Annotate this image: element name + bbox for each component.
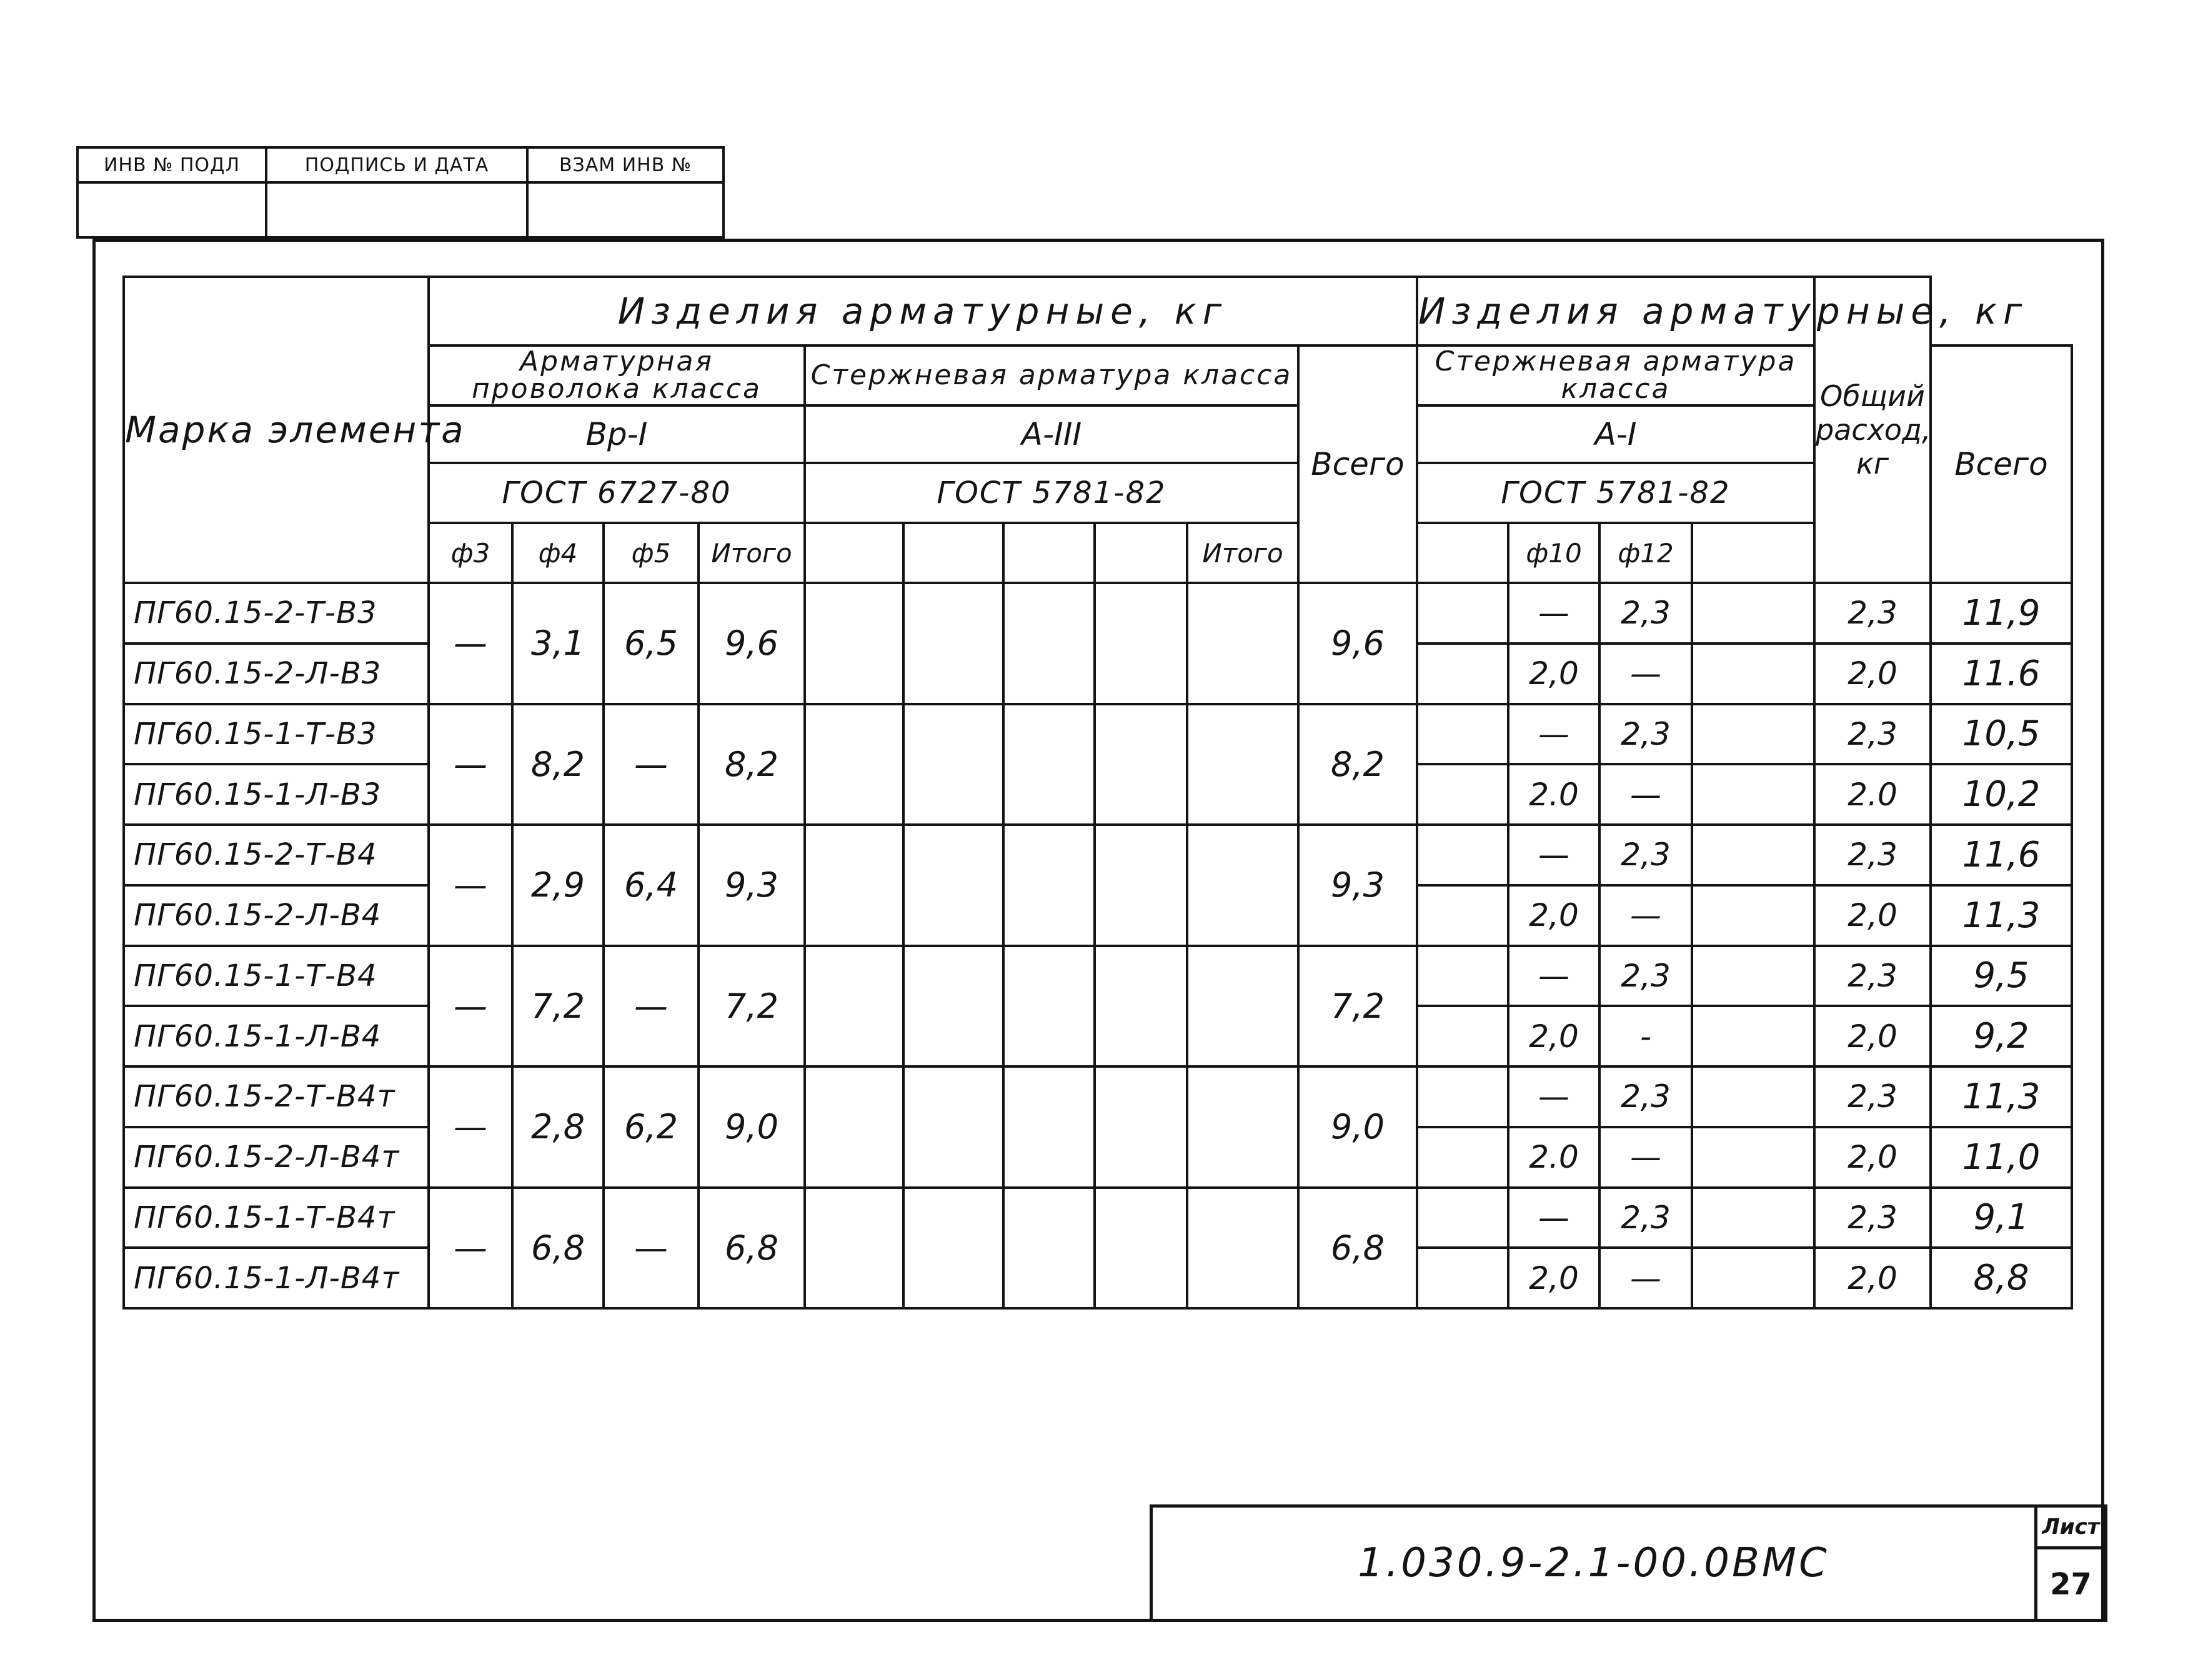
- wire-phi4: 6,8: [512, 1188, 604, 1309]
- wire-phi3: —: [429, 946, 512, 1067]
- header-total1: Всего: [1298, 345, 1417, 583]
- bar-a3-cell: [1095, 704, 1187, 825]
- bar-a1-phi12: —: [1599, 1248, 1692, 1308]
- wire-phi4: 2,9: [512, 825, 604, 946]
- wire-phi5: 6,5: [604, 583, 699, 704]
- bar-a3-cell: [1187, 704, 1298, 825]
- wire-phi4: 7,2: [512, 946, 604, 1067]
- total2: 2,0: [1814, 1127, 1931, 1188]
- header-bar-gost2: ГОСТ 5781-82: [1417, 463, 1814, 523]
- wire-total: 9,0: [699, 1066, 805, 1188]
- bar-a1-phi12: —: [1599, 885, 1692, 946]
- wire-total: 9,6: [699, 583, 805, 704]
- bar-a1-phi10: 2.0: [1508, 1127, 1599, 1188]
- bar-a1-cell: [1692, 1066, 1814, 1127]
- header-group1: Изделия арматурные, кг: [429, 277, 1417, 345]
- bar-a1-phi10: 2,0: [1508, 1248, 1599, 1308]
- stamp-value-signature-date: [266, 182, 527, 237]
- total1: 8,2: [1298, 704, 1417, 825]
- bar-a1-cell: [1417, 583, 1508, 644]
- wire-phi3: —: [429, 1066, 512, 1188]
- overall-consumption: 11,6: [1931, 825, 2072, 885]
- overall-consumption: 9,5: [1931, 946, 2072, 1007]
- bar-a3-cell: [1187, 1066, 1298, 1188]
- wire-phi5: —: [604, 1188, 699, 1309]
- wire-phi3: —: [429, 704, 512, 825]
- stamp-value-inv-podl: [77, 182, 266, 237]
- overall-consumption: 10,2: [1931, 764, 2072, 825]
- header-group2: Изделия арматурные, кг: [1417, 277, 1814, 345]
- table-row: [124, 946, 2072, 1007]
- title-block: [1150, 1504, 2107, 1622]
- header-bar-class: Стержневая арматура класса: [805, 345, 1298, 405]
- table-row: [124, 583, 2072, 644]
- header-mark: Марка элемента: [124, 277, 429, 583]
- wire-total: 7,2: [699, 946, 805, 1067]
- bar-a1-cell: [1417, 1006, 1508, 1066]
- bar-a1-cell: [1692, 1127, 1814, 1188]
- bar-a1-cell: [1692, 885, 1814, 946]
- bar-a1-cell: [1692, 1248, 1814, 1308]
- total2: 2,3: [1814, 1066, 1931, 1127]
- total2: 2,3: [1814, 583, 1931, 644]
- element-mark: ПГ60.15-2-Л-В4т: [124, 1127, 429, 1188]
- bar-a1-cell: [1417, 946, 1508, 1007]
- sub-bar-col3: [1003, 523, 1095, 583]
- bar-a3-cell: [805, 946, 903, 1067]
- overall-consumption: 11,9: [1931, 583, 2072, 644]
- bar-a3-cell: [805, 704, 903, 825]
- element-mark: ПГ60.15-1-Т-В3: [124, 704, 429, 765]
- bar-a1-cell: [1417, 1188, 1508, 1248]
- wire-phi5: —: [604, 704, 699, 825]
- sub-wire-total: Итого: [699, 523, 805, 583]
- bar-a3-cell: [1187, 583, 1298, 704]
- bar-a3-cell: [1003, 825, 1095, 946]
- total2: 2,0: [1814, 885, 1931, 946]
- total2: 2,3: [1814, 946, 1931, 1007]
- stamp-header-inv-podl: ИНВ № ПОДЛ: [77, 147, 266, 182]
- overall-consumption: 8,8: [1931, 1248, 2072, 1308]
- bar-a3-cell: [903, 1188, 1003, 1309]
- overall-consumption: 10,5: [1931, 704, 2072, 765]
- wire-phi5: 6,2: [604, 1066, 699, 1188]
- total2: 2,3: [1814, 1188, 1931, 1248]
- bar-a3-cell: [1003, 583, 1095, 704]
- bar-a1-phi10: —: [1508, 946, 1599, 1007]
- element-mark: ПГ60.15-2-Т-В4т: [124, 1066, 429, 1127]
- bar-a1-cell: [1417, 1127, 1508, 1188]
- bar-a1-cell: [1417, 644, 1508, 704]
- total2: 2,0: [1814, 1006, 1931, 1066]
- bar-a1-phi10: 2.0: [1508, 764, 1599, 825]
- bar-a3-cell: [1095, 1066, 1187, 1188]
- stamp-header-vzam-inv: ВЗАМ ИНВ №: [527, 147, 724, 182]
- sub-bar2-col4: [1692, 523, 1814, 583]
- bar-a1-cell: [1417, 825, 1508, 885]
- header-overall: Общий расход, кг: [1814, 277, 1931, 583]
- bar-a3-cell: [1003, 704, 1095, 825]
- bar-a1-cell: [1692, 644, 1814, 704]
- sub-bar2-col1: [1417, 523, 1508, 583]
- bar-a3-cell: [1003, 1066, 1095, 1188]
- bar-a3-cell: [903, 946, 1003, 1067]
- bar-a1-cell: [1417, 764, 1508, 825]
- bar-a3-cell: [1187, 1188, 1298, 1309]
- bar-a1-cell: [1692, 946, 1814, 1007]
- bar-a3-cell: [903, 1066, 1003, 1188]
- bar-a1-phi12: -: [1599, 1006, 1692, 1066]
- overall-consumption: 11,3: [1931, 885, 2072, 946]
- bar-a1-phi12: 2,3: [1599, 704, 1692, 765]
- bar-a1-phi12: 2,3: [1599, 946, 1692, 1007]
- element-mark: ПГ60.15-2-Т-В4: [124, 825, 429, 885]
- bar-a1-phi10: —: [1508, 704, 1599, 765]
- bar-a3-cell: [903, 583, 1003, 704]
- wire-phi4: 2,8: [512, 1066, 604, 1188]
- sub-bar-total: Итого: [1187, 523, 1298, 583]
- header-bar-gost: ГОСТ 5781-82: [805, 463, 1298, 523]
- bar-a1-phi10: 2,0: [1508, 1006, 1599, 1066]
- total2: 2.0: [1814, 764, 1931, 825]
- table-body: [124, 583, 2072, 1308]
- total1: 7,2: [1298, 946, 1417, 1067]
- overall-consumption: 9,1: [1931, 1188, 2072, 1248]
- total1: 9,6: [1298, 583, 1417, 704]
- bar-a1-cell: [1692, 825, 1814, 885]
- header-bar-grade2: А-I: [1417, 405, 1814, 463]
- bar-a1-phi12: —: [1599, 764, 1692, 825]
- header-wire-class: Арматурная проволока класса: [429, 345, 805, 405]
- bar-a1-cell: [1417, 885, 1508, 946]
- bar-a3-cell: [805, 1066, 903, 1188]
- header-wire-gost: ГОСТ 6727-80: [429, 463, 805, 523]
- wire-phi5: —: [604, 946, 699, 1067]
- header-bar-grade: А-III: [805, 405, 1298, 463]
- bar-a3-cell: [1187, 946, 1298, 1067]
- bar-a1-cell: [1692, 764, 1814, 825]
- bar-a3-cell: [1095, 946, 1187, 1067]
- bar-a3-cell: [903, 825, 1003, 946]
- bar-a1-phi12: 2,3: [1599, 825, 1692, 885]
- element-mark: ПГ60.15-1-Л-В4т: [124, 1248, 429, 1308]
- bar-a1-cell: [1692, 704, 1814, 765]
- total2: 2,3: [1814, 704, 1931, 765]
- bar-a3-cell: [1095, 1188, 1187, 1309]
- overall-consumption: 11.6: [1931, 644, 2072, 704]
- bar-a3-cell: [1003, 1188, 1095, 1309]
- wire-phi4: 8,2: [512, 704, 604, 825]
- element-mark: ПГ60.15-1-Л-В4: [124, 1006, 429, 1066]
- bar-a3-cell: [1187, 825, 1298, 946]
- stamp-value-vzam-inv: [527, 182, 724, 237]
- bar-a3-cell: [805, 583, 903, 704]
- sub-wire-phi5: ф5: [604, 523, 699, 583]
- header-bar-class2: Стержневая арматура класса: [1417, 345, 1814, 405]
- element-mark: ПГ60.15-2-Т-В3: [124, 583, 429, 644]
- wire-phi3: —: [429, 583, 512, 704]
- bar-a1-phi12: 2,3: [1599, 1188, 1692, 1248]
- sub-wire-phi3: ф3: [429, 523, 512, 583]
- table-row: [124, 825, 2072, 885]
- bar-a1-phi12: —: [1599, 644, 1692, 704]
- header-total2: Всего: [1931, 345, 2072, 583]
- bar-a1-phi10: —: [1508, 1188, 1599, 1248]
- wire-phi5: 6,4: [604, 825, 699, 946]
- bar-a1-phi10: —: [1508, 583, 1599, 644]
- stamp-header-signature-date: ПОДПИСЬ И ДАТА: [266, 147, 527, 182]
- total2: 2,3: [1814, 825, 1931, 885]
- overall-consumption: 9,2: [1931, 1006, 2072, 1066]
- wire-phi3: —: [429, 1188, 512, 1309]
- total1: 6,8: [1298, 1188, 1417, 1309]
- approval-stamp: [76, 146, 725, 239]
- bar-a1-cell: [1417, 704, 1508, 765]
- total2: 2,0: [1814, 1248, 1931, 1308]
- bar-a1-phi10: —: [1508, 1066, 1599, 1127]
- bar-a3-cell: [1003, 946, 1095, 1067]
- overall-consumption: 11,3: [1931, 1066, 2072, 1127]
- bar-a3-cell: [805, 1188, 903, 1309]
- bar-a1-cell: [1692, 1006, 1814, 1066]
- total1: 9,0: [1298, 1066, 1417, 1188]
- reinforcement-table: [122, 276, 2073, 1310]
- sub-bar-col2: [903, 523, 1003, 583]
- sub-bar-col4: [1095, 523, 1187, 583]
- header-wire-grade: Вр-I: [429, 405, 805, 463]
- bar-a3-cell: [903, 704, 1003, 825]
- sub-wire-phi4: ф4: [512, 523, 604, 583]
- wire-total: 8,2: [699, 704, 805, 825]
- bar-a1-cell: [1692, 583, 1814, 644]
- document-code: 1.030.9-2.1-00.0ВМС: [1151, 1506, 2036, 1621]
- element-mark: ПГ60.15-1-Т-В4: [124, 946, 429, 1007]
- bar-a1-phi12: 2,3: [1599, 583, 1692, 644]
- bar-a1-phi12: 2,3: [1599, 1066, 1692, 1127]
- element-mark: ПГ60.15-2-Л-В4: [124, 885, 429, 946]
- element-mark: ПГ60.15-2-Л-В3: [124, 644, 429, 704]
- wire-total: 6,8: [699, 1188, 805, 1309]
- total1: 9,3: [1298, 825, 1417, 946]
- table-row: [124, 704, 2072, 765]
- overall-consumption: 11,0: [1931, 1127, 2072, 1188]
- wire-phi4: 3,1: [512, 583, 604, 704]
- bar-a1-phi10: 2,0: [1508, 885, 1599, 946]
- bar-a1-cell: [1692, 1188, 1814, 1248]
- sub-bar2-phi12: ф12: [1599, 523, 1692, 583]
- sheet-number: 27: [2036, 1548, 2106, 1621]
- bar-a1-cell: [1417, 1066, 1508, 1127]
- bar-a1-phi10: 2,0: [1508, 644, 1599, 704]
- wire-phi3: —: [429, 825, 512, 946]
- sub-bar2-phi10: ф10: [1508, 523, 1599, 583]
- total2: 2,0: [1814, 644, 1931, 704]
- sheet-label: Лист: [2036, 1506, 2106, 1548]
- table-row: [124, 1188, 2072, 1248]
- wire-total: 9,3: [699, 825, 805, 946]
- bar-a1-phi12: —: [1599, 1127, 1692, 1188]
- bar-a3-cell: [805, 825, 903, 946]
- bar-a3-cell: [1095, 825, 1187, 946]
- bar-a3-cell: [1095, 583, 1187, 704]
- sub-bar-col1: [805, 523, 903, 583]
- bar-a1-cell: [1417, 1248, 1508, 1308]
- element-mark: ПГ60.15-1-Л-В3: [124, 764, 429, 825]
- bar-a1-phi10: —: [1508, 825, 1599, 885]
- table-row: [124, 1066, 2072, 1127]
- element-mark: ПГ60.15-1-Т-В4т: [124, 1188, 429, 1248]
